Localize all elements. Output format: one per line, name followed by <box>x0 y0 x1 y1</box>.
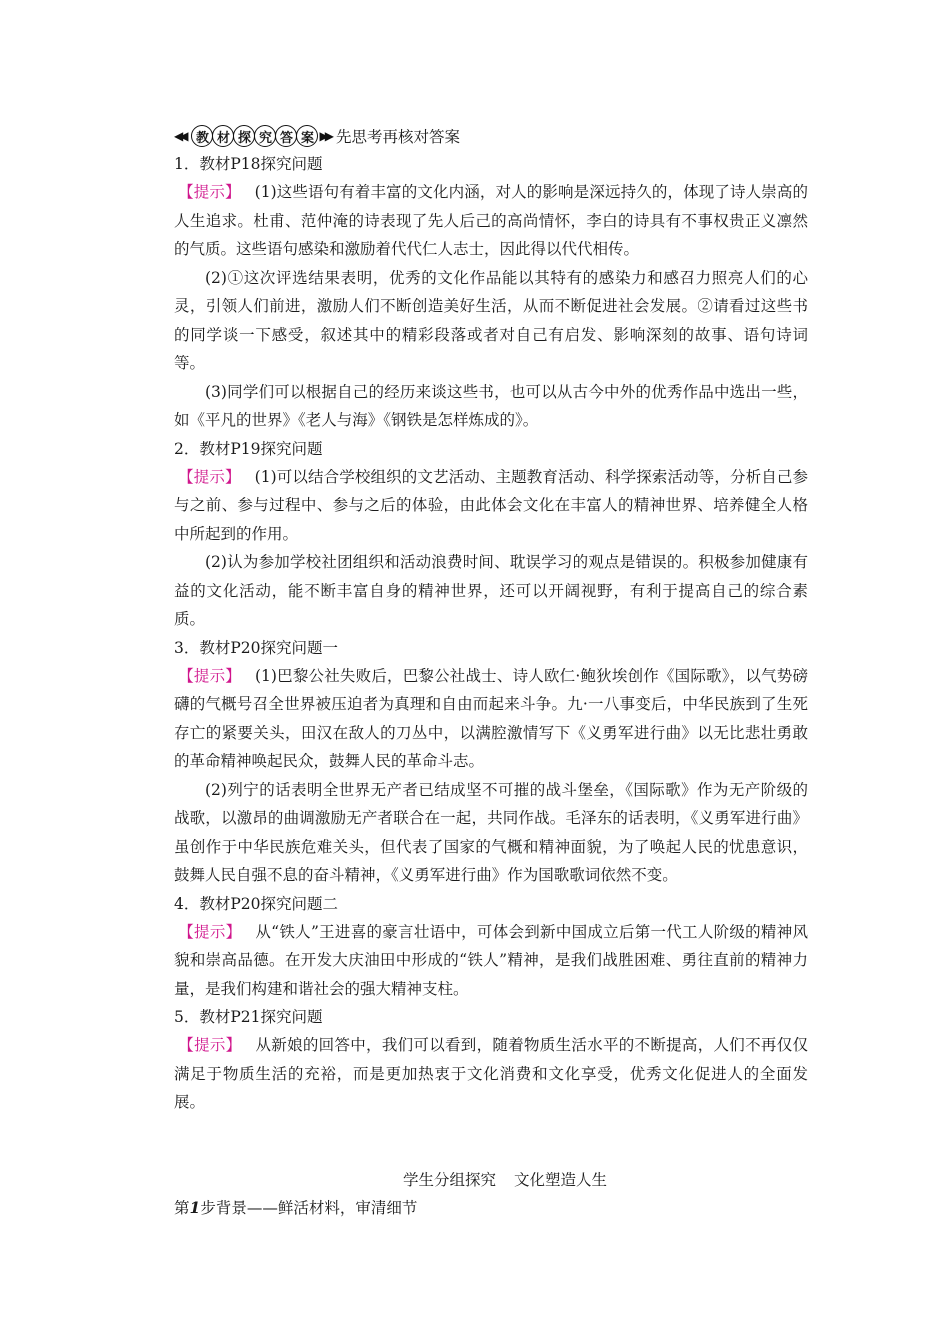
paragraph-text: 从“铁人”王进喜的豪言壮语中，可体会到新中国成立后第一代工人阶级的精神风貌和崇高品德。在开发大庆油田中形成的“铁人”精神，是我们战胜困难、勇往直前的精神力量，是我们构建和谐社会的强大精神支柱。 <box>174 922 808 998</box>
step-prefix: 第 <box>174 1199 190 1217</box>
answer-paragraph <box>174 548 808 634</box>
paragraph-text: (3)同学们可以根据自己的经历来谈这些书，也可以从古今中外的优秀作品中选出一些，如《平凡的世界》《老人与海》《钢铁是怎样炼成的》。 <box>174 382 808 429</box>
answer-paragraph <box>174 918 808 1004</box>
paragraph-text: (1)巴黎公社失败后，巴黎公社战士、诗人欧仁·鲍狄埃创作《国际歌》，以气势磅礴的气概号召全世界被压迫者为真理和自由而起来斗争。九·一八事变后，中华民族到了生死存亡的紧要关头，田汉在敌人的刀丛中，以满腔激情写下《义勇军进行曲》以无比悲壮勇敢的革命精神唤起民众，鼓舞人民的革命斗志。 <box>174 666 808 770</box>
banner-char: 教 <box>191 125 213 147</box>
hint-tag: 【提示】 <box>178 922 242 941</box>
banner-text: 先思考再核对答案 <box>335 128 460 146</box>
item-heading: 1．教材P18探究问题 <box>174 155 323 173</box>
item-heading: 5．教材P21探究问题 <box>174 1008 323 1026</box>
answer-section <box>174 122 808 1117</box>
paragraph-text: 从新娘的回答中，我们可以看到，随着物质生活水平的不断提高，人们不再仅仅满足于物质生活的充裕，而是更加热衷于文化消费和文化享受，优秀文化促进人的全面发展。 <box>174 1036 808 1111</box>
banner-char: 答 <box>275 125 297 147</box>
answer-paragraph <box>174 178 808 264</box>
section-title-left: 学生分组探究 <box>402 1171 496 1189</box>
banner-char: 探 <box>233 125 255 147</box>
item-2 <box>174 435 808 634</box>
item-1 <box>174 150 808 435</box>
step-text: 步背景——鲜活材料，审清细节 <box>200 1199 418 1217</box>
hint-tag: 【提示】 <box>178 1036 242 1054</box>
section-title-right: 文化塑造人生 <box>514 1171 608 1189</box>
item-4 <box>174 890 808 1004</box>
answer-banner <box>174 122 808 150</box>
item-heading: 3．教材P20探究问题一 <box>174 638 339 657</box>
paragraph-text: (1)这些语句有着丰富的文化内涵，对人的影响是深远持久的，体现了诗人崇高的人生追求。杜甫、范仲淹的诗表现了先人后己的高尚情怀，李白的诗具有不事权贵正义凛然的气质。这些语句感染和激励着代代仁人志士，因此得以代代相传。 <box>174 183 808 258</box>
step-number: 1 <box>189 1198 201 1217</box>
hint-tag: 【提示】 <box>178 666 241 685</box>
paragraph-text: (2)认为参加学校社团组织和活动浪费时间、耽误学习的观点是错误的。积极参加健康有益的文化活动，能不断丰富自身的精神世界，还可以开阔视野，有利于提高自己的综合素质。 <box>174 553 808 628</box>
answer-paragraph <box>174 662 808 776</box>
answer-paragraph <box>174 264 808 378</box>
answer-paragraph <box>174 463 808 549</box>
banner-char: 案 <box>296 125 318 147</box>
section-title <box>0 1168 950 1190</box>
answer-paragraph <box>174 1031 808 1117</box>
step-heading <box>174 1196 417 1218</box>
item-5 <box>174 1003 808 1117</box>
item-3 <box>174 634 808 890</box>
paragraph-text: (1)可以结合学校组织的文艺活动、主题教育活动、科学探索活动等，分析自己参与之前、参与过程中、参与之后的体验，由此体会文化在丰富人的精神世界、培养健全人格中所起到的作用。 <box>174 467 808 543</box>
banner-char: 究 <box>254 125 276 147</box>
banner-char: 材 <box>212 125 234 147</box>
hint-tag: 【提示】 <box>178 467 241 486</box>
double-left-arrow-icon: ◀◀ <box>174 129 185 143</box>
item-heading: 2．教材P19探究问题 <box>174 439 323 458</box>
paragraph-text: (2)列宁的话表明全世界无产者已结成坚不可摧的战斗堡垒，《国际歌》作为无产阶级的战歌，以激昂的曲调激励无产者联合在一起，共同作战。毛泽东的话表明，《义勇军进行曲》虽创作于中华民族危难关头，但代表了国家的气概和精神面貌，为了唤起人民的忧患意识，鼓舞人民自强不息的奋斗精神，《义勇军进行曲》作为国歌歌词依然不变。 <box>174 780 808 884</box>
hint-tag: 【提示】 <box>178 183 241 201</box>
answer-paragraph <box>174 776 808 890</box>
double-right-arrow-icon: ▶▶ <box>319 129 330 143</box>
answer-paragraph <box>174 378 808 435</box>
paragraph-text: (2)①这次评选结果表明，优秀的文化作品能以其特有的感染力和感召力照亮人们的心灵，引领人们前进，激励人们不断创造美好生活，从而不断促进社会发展。②请看过这些书的同学谈一下感受，叙述其中的精彩段落或者对自己有启发、影响深刻的故事、语句诗词等。 <box>174 268 808 372</box>
banner-circle-chars <box>191 125 317 147</box>
item-heading: 4．教材P20探究问题二 <box>174 894 339 913</box>
